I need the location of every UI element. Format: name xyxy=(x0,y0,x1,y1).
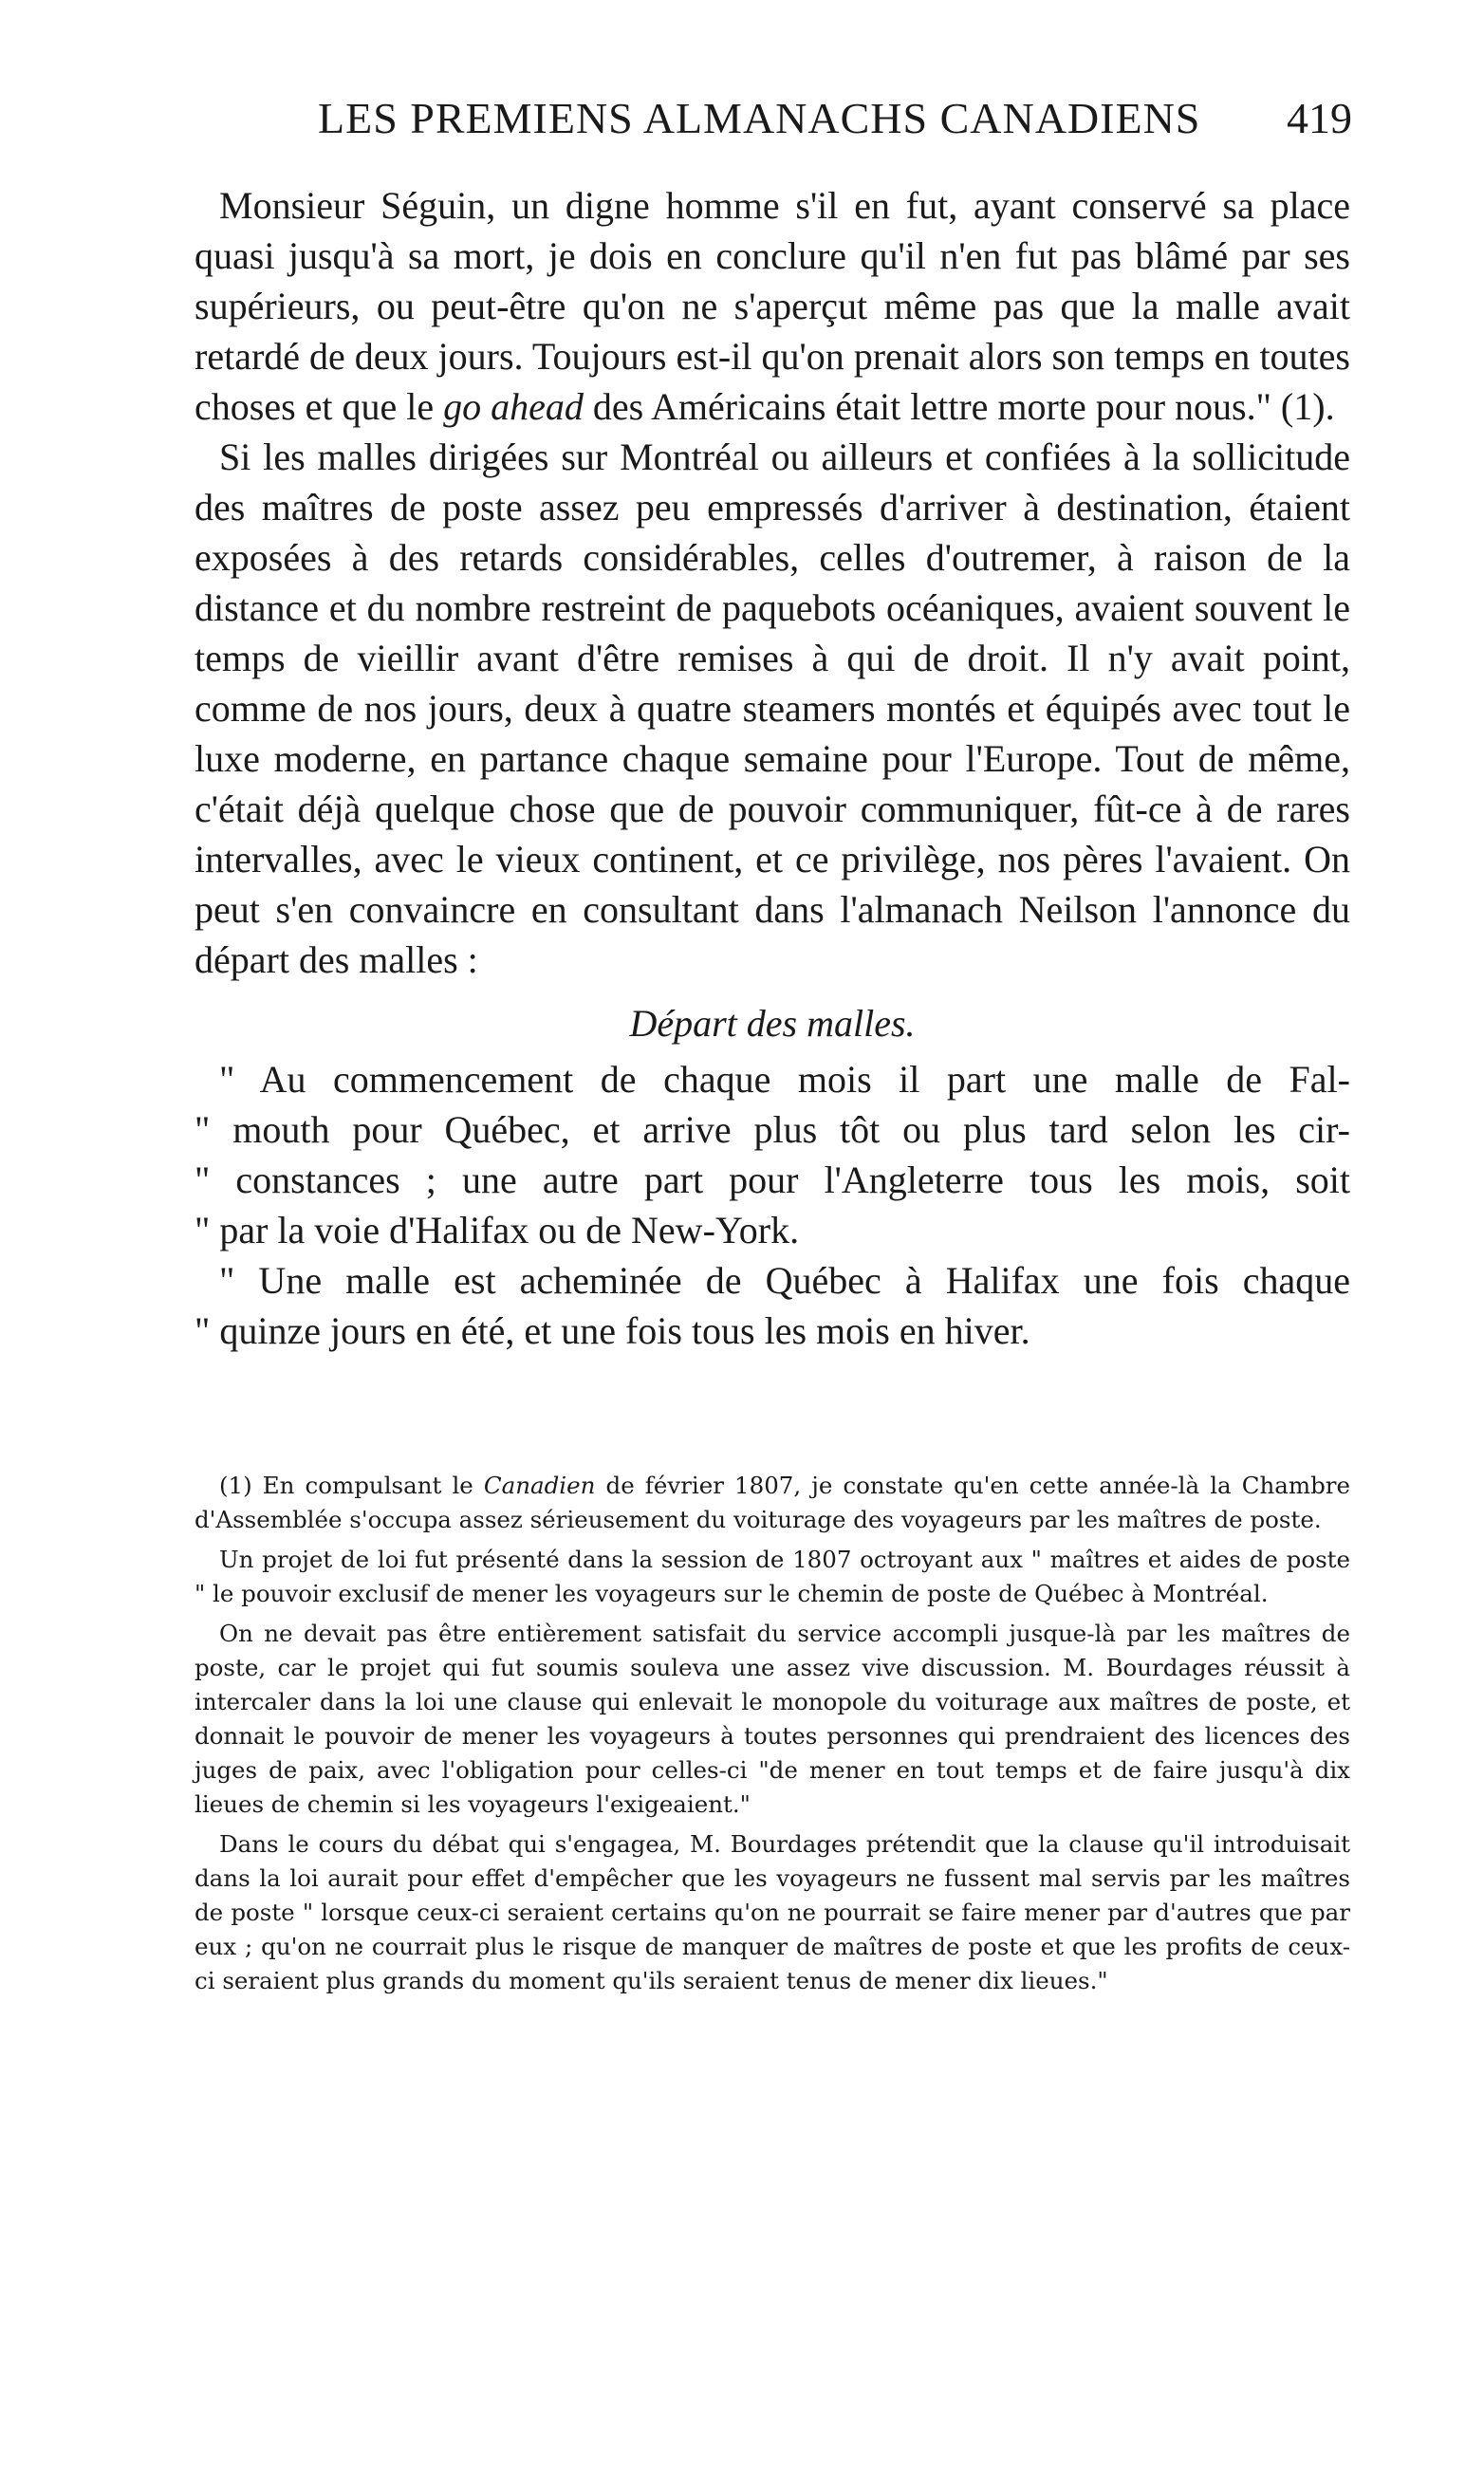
footnotes xyxy=(195,1469,1350,2004)
quote-line: " Une malle est acheminée de Québec à Halifax une fois chaque xyxy=(219,1259,1350,1302)
body-text xyxy=(195,180,1350,1356)
quote-line: " constances ; une autre part pour l'Angleterre tous les mois, soit xyxy=(195,1158,1350,1201)
paragraph-2: Si les malles dirigées sur Montréal ou ailleurs et confiées à la sollicitude des maîtres de poste assez peu empressés d'arriver à destination, étaient exposées à des retards considérables, celles d'outremer, à raison de la distance et du nombre restreint de paquebots océaniques, avaient souvent le temps de vieillir avant d'être remises à qui de droit. Il n'y avait point, comme de nos jours, deux à quatre steamers montés et équipés avec tout le luxe moderne, en partance chaque semaine pour l'Europe. Tout de même, c'était déjà quelque chose que de pouvoir communiquer, fût-ce à de rares intervalles, avec le vieux continent, et ce privilège, nos pères l'avaient. On peut s'en convaincre en consultant dans l'almanach Neilson l'annonce du départ des malles : xyxy=(195,436,1350,981)
footnote-4: Dans le cours du débat qui s'engagea, M. Bourdages prétendit que la clause qu'il introduisait dans la loi aurait pour effet d'empêcher que les voyageurs ne fussent mal servis par les maîtres de poste " lorsque ceux-ci seraient certains qu'on ne pourrait se faire mener par d'autres que par eux ; qu'on ne courrait plus le risque de manquer de maîtres de poste et que les profits de ceux-ci seraient plus grands du moment qu'ils seraient tenus de mener dix lieues." xyxy=(195,1830,1350,1994)
footnote-1 xyxy=(195,1469,1350,1537)
footnote-2: Un projet de loi fut présenté dans la session de 1807 octroyant aux " maîtres et aides de poste " le pouvoir exclusif de mener les voyageurs sur le chemin de poste de Québec à Montréal. xyxy=(195,1546,1350,1607)
running-title: LES PREMIENS ALMANACHS CANADIENS xyxy=(318,94,1201,142)
quote-block-2 xyxy=(195,1255,1350,1356)
paragraph-1-text: Monsieur Séguin, un digne homme s'il en fut, ayant conservé sa place quasi jusqu'à sa mort, je dois en conclure qu'il n'en fut pas blâmé par ses supérieurs, ou peut-être qu'on ne s'aperçut même pas que la malle avait retardé de deux jours. Toujours est-il qu'on prenait alors son temps en toutes choses et que le xyxy=(195,184,1350,428)
quote-block-1 xyxy=(195,1054,1350,1255)
quote-line: " mouth pour Québec, et arrive plus tôt ou plus tard selon les cir- xyxy=(195,1108,1350,1151)
paragraph-1 xyxy=(195,180,1350,432)
paragraph-1-italic: go ahead xyxy=(443,385,584,428)
quote-line: " Au commencement de chaque mois il part une malle de Fal- xyxy=(219,1058,1350,1101)
running-head xyxy=(195,93,1352,150)
paragraph-1-end: des Américains était lettre morte pour nous." (1). xyxy=(592,385,1335,428)
quote-line: " quinze jours en été, et une fois tous les mois en hiver. xyxy=(195,1309,1030,1352)
footnote-1-end: de février 1807, je constate qu'en cette année-là la Chambre d'Assemblée s'occupa assez sérieusement du voiturage des voyageurs par les maîtres de poste. xyxy=(195,1472,1350,1533)
footnote-1-start: (1) En compulsant le xyxy=(219,1472,473,1499)
section-title: Départ des malles. xyxy=(629,1002,916,1045)
footnote-1-italic: Canadien xyxy=(483,1472,596,1499)
footnote-3: On ne devait pas être entièrement satisfait du service accompli jusque-là par les maîtres de poste, car le projet qui fut soumis souleva une assez vive discussion. M. Bourdages réussit à intercaler dans la loi une clause qui enlevait le monopole du voiturage aux maîtres de poste, et donnait le pouvoir de mener les voyageurs à toutes personnes qui prendraient des licences des juges de paix, avec l'obligation pour celles-ci "de mener en tout temps et de faire jusqu'à dix lieues de chemin si les voyageurs l'exigeaient." xyxy=(195,1620,1350,1818)
page-number: 419 xyxy=(1287,94,1352,142)
quote-line: " par la voie d'Halifax ou de New-York. xyxy=(195,1209,800,1251)
